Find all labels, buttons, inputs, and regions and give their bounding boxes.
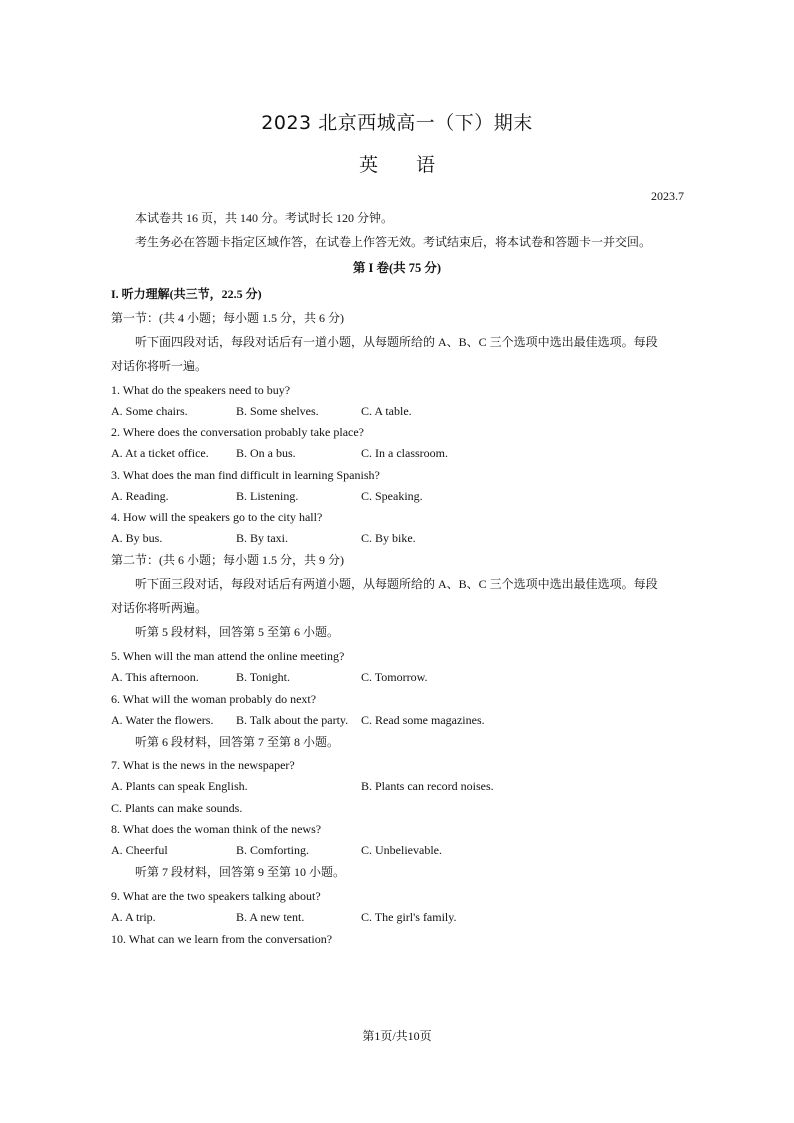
q5-option-b: B. Tonight. [236, 670, 290, 684]
q1-option-c: C. A table. [361, 404, 412, 418]
q6-option-b: B. Talk about the party. [236, 713, 349, 727]
question-10: 10. What can we learn from the conversation? [111, 932, 333, 946]
subject-title: 英语 [358, 154, 473, 176]
question-7: 7. What is the news in the newspaper? [111, 758, 295, 772]
material-note-5: 听第 5 段材料，回答第 5 至第 6 小题。 [135, 625, 340, 639]
question-6: 6. What will the woman probably do next? [111, 692, 317, 706]
part1-intro: 听下面四段对话，每段对话后有一道小题，从每题所给的 A、B、C 三个选项中选出最佳选项。每段 [135, 335, 658, 349]
question-1: 1. What do the speakers need to buy? [111, 383, 291, 397]
part2-intro: 听下面三段对话，每段对话后有两道小题，从每题所给的 A、B、C 三个选项中选出最佳选项。每段 [135, 577, 658, 591]
q1-option-a: A. Some chairs. [111, 404, 188, 418]
q1-option-b: B. Some shelves. [236, 404, 319, 418]
q7-option-b: B. Plants can record noises. [361, 779, 494, 793]
part2-intro-cont: 对话你将听两遍。 [111, 601, 208, 615]
material-note-7: 听第 7 段材料，回答第 9 至第 10 小题。 [135, 865, 346, 879]
q2-option-a: A. At a ticket office. [111, 446, 209, 460]
q7-option-a: A. Plants can speak English. [111, 779, 248, 793]
exam-date: 2023.7 [651, 189, 684, 203]
part-title: 第 I 卷(共 75 分) [352, 261, 442, 275]
q8-option-a: A. Cheerful [111, 843, 168, 857]
q9-option-b: B. A new tent. [236, 910, 305, 924]
q3-option-c: C. Speaking. [361, 489, 423, 503]
question-8: 8. What does the woman think of the news? [111, 822, 322, 836]
part1-heading: 第一节：(共 4 小题；每小题 1.5 分，共 6 分) [111, 311, 344, 325]
q3-option-b: B. Listening. [236, 489, 299, 503]
instruction-line-2: 考生务必在答题卡指定区域作答，在试卷上作答无效。考试结束后，将本试卷和答题卡一并交回。 [135, 235, 652, 249]
q4-option-b: B. By taxi. [236, 531, 289, 545]
q5-option-c: C. Tomorrow. [361, 670, 428, 684]
q7-option-c: C. Plants can make sounds. [111, 801, 243, 815]
part1-intro-cont: 对话你将听一遍。 [111, 359, 208, 373]
q8-option-c: C. Unbelievable. [361, 843, 442, 857]
question-5: 5. When will the man attend the online meeting? [111, 649, 345, 663]
q4-option-a: A. By bus. [111, 531, 163, 545]
instruction-line-1: 本试卷共 16 页，共 140 分。考试时长 120 分钟。 [135, 211, 394, 225]
q2-option-b: B. On a bus. [236, 446, 296, 460]
q6-option-a: A. Water the flowers. [111, 713, 214, 727]
part2-heading: 第二节：(共 6 小题；每小题 1.5 分，共 9 分) [111, 553, 344, 567]
q2-option-c: C. In a classroom. [361, 446, 448, 460]
question-3: 3. What does the man find difficult in learning Spanish? [111, 468, 380, 482]
q4-option-c: C. By bike. [361, 531, 416, 545]
q6-option-c: C. Read some magazines. [361, 713, 485, 727]
q5-option-a: A. This afternoon. [111, 670, 199, 684]
page-title: 2023 北京西城高一（下）期末 [261, 112, 533, 134]
q9-option-a: A. A trip. [111, 910, 156, 924]
question-4: 4. How will the speakers go to the city hall? [111, 510, 323, 524]
question-2: 2. Where does the conversation probably take place? [111, 425, 365, 439]
material-note-6: 听第 6 段材料，回答第 7 至第 8 小题。 [135, 735, 340, 749]
page-number: 第1页/共10页 [362, 1029, 432, 1043]
q3-option-a: A. Reading. [111, 489, 169, 503]
q8-option-b: B. Comforting. [236, 843, 310, 857]
question-9: 9. What are the two speakers talking about? [111, 889, 321, 903]
section-heading: I. 听力理解(共三节，22.5 分) [111, 287, 262, 301]
q9-option-c: C. The girl's family. [361, 910, 457, 924]
